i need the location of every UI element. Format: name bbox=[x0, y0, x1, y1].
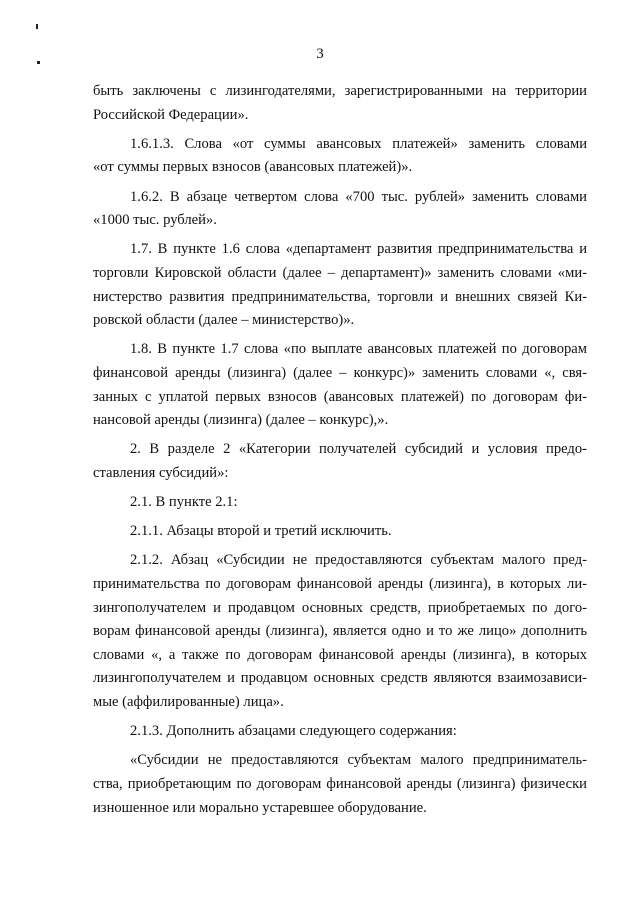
paragraph bbox=[93, 720, 587, 744]
paragraph bbox=[93, 438, 587, 485]
text-line: 1.8. В пункте 1.7 слова «по выплате авансовых платежей по договорам bbox=[130, 341, 587, 358]
text-line: 2.1.1. Абзацы второй и третий исключить. bbox=[130, 523, 392, 540]
text-line: нансовой аренды (лизинга) (далее – конкурс),». bbox=[93, 412, 389, 429]
text-line: 1.7. В пункте 1.6 слова «департамент развития предпринимательства и bbox=[130, 241, 587, 258]
paragraph bbox=[93, 80, 587, 127]
text-line: 2.1. В пункте 2.1: bbox=[130, 494, 238, 511]
scan-mark bbox=[36, 24, 38, 29]
text-line: 2.1.2. Абзац «Субсидии не предоставляются субъектам малого пред- bbox=[130, 552, 587, 569]
text-line: быть заключены с лизингодателями, зарегистрированными на территории bbox=[93, 83, 587, 99]
text-line: изношенное или морально устаревшее оборудование. bbox=[93, 799, 427, 816]
text-line: «1000 тыс. рублей». bbox=[93, 212, 217, 229]
text-line: ровской области (далее – министерство)». bbox=[93, 312, 355, 329]
text-line: 2.1.3. Дополнить абзацами следующего содержания: bbox=[130, 723, 457, 740]
text-line: 1.6.2. В абзаце четвертом слова «700 тыс. рублей» заменить словами bbox=[130, 188, 587, 205]
text-line: принимательства по договорам финансовой аренды (лизинга), в которых ли- bbox=[93, 576, 587, 593]
paragraph bbox=[93, 749, 587, 820]
text-line: мые (аффилированные) лица». bbox=[93, 694, 284, 710]
text-line: торговли Кировской области (далее – департамент)» заменить словами «ми- bbox=[93, 264, 587, 281]
text-line: зингополучателем и продавцом основных средств, приобретаемых по дого- bbox=[93, 599, 587, 616]
text-line: Российской Федерации». bbox=[93, 106, 249, 123]
paragraph bbox=[93, 133, 587, 180]
text-line: 2. В разделе 2 «Категории получателей субсидий и условия предо- bbox=[130, 441, 587, 458]
text-line: ставления субсидий»: bbox=[93, 464, 229, 481]
text-line: лизингополучателем и продавцом основных средств являются взаимозависи- bbox=[93, 670, 587, 687]
text-line: финансовой аренды (лизинга) (далее – конкурс)» заменить словами «, свя- bbox=[93, 364, 587, 381]
text-line: 1.6.1.3. Слова «от суммы авансовых платежей» заменить словами bbox=[130, 135, 587, 152]
text-line: «Субсидии не предоставляются субъектам малого предприниматель- bbox=[130, 752, 587, 769]
paragraph bbox=[93, 186, 587, 233]
text-line: нистерство развития предпринимательства, торговли и внешних связей Ки- bbox=[93, 288, 587, 305]
text-line: «от суммы первых взносов (авансовых платежей)». bbox=[93, 159, 413, 176]
text-line: словами «, а также по договорам финансовой аренды (лизинга), в которых bbox=[93, 646, 587, 663]
paragraph bbox=[93, 491, 587, 515]
text-line: ства, приобретающим по договорам финансовой аренды (лизинга) физически bbox=[93, 775, 587, 792]
document-body bbox=[93, 80, 587, 820]
paragraph bbox=[93, 520, 587, 544]
page-number: 3 bbox=[316, 46, 324, 62]
paragraph bbox=[93, 549, 587, 714]
paragraph bbox=[93, 238, 587, 332]
text-line: ворам финансовой аренды (лизинга), является одно и то же лицо» дополнить bbox=[93, 623, 587, 640]
text-line: занных с уплатой первых взносов (авансовых платежей) по договорам фи- bbox=[93, 388, 587, 405]
paragraph bbox=[93, 338, 587, 432]
